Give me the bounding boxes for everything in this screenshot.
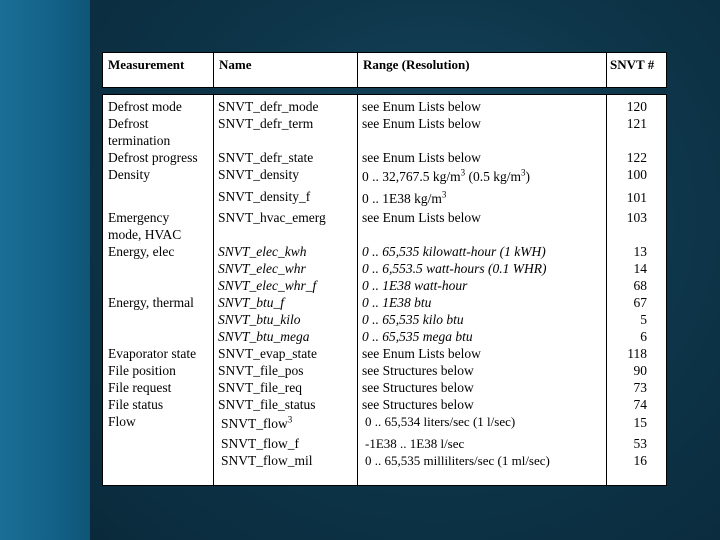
column-divider [213,95,214,485]
name-cell: SNVT_evap_state [218,346,317,361]
measurement-cell: Defrost [108,116,149,131]
header-name: Name [219,57,252,72]
range-cell: see Structures below [362,380,474,395]
snvt-cell: 16 [633,453,647,468]
name-cell: SNVT_elec_kwh [218,244,307,259]
snvt-cell: 121 [626,116,647,131]
name-cell: SNVT_elec_whr [218,261,306,276]
name-cell: SNVT_defr_mode [218,99,319,114]
name-cell: SNVT_defr_term [218,116,314,131]
snvt-cell: 67 [633,295,647,310]
snvt-cell: 122 [626,150,647,165]
snvt-cell: 118 [627,346,647,361]
snvt-cell: 5 [640,312,647,327]
range-cell: 0 .. 6,553.5 watt-hours (0.1 WHR) [362,261,547,276]
range-cell: 0 .. 1E38 watt-hour [362,278,468,293]
name-cell: SNVT_file_pos [218,363,304,378]
snvt-cell: 53 [633,436,647,451]
measurement-cell: Emergency [108,210,170,225]
snvt-cell: 6 [640,329,647,344]
table-header [102,52,667,88]
header-snvt: SNVT # [610,57,655,72]
measurement-cell: Defrost progress [108,150,198,165]
table-body [102,94,667,486]
range-cell: 0 .. 65,535 milliliters/sec (1 ml/sec) [365,453,550,468]
measurement-cell: File position [108,363,176,378]
snvt-cell: 120 [626,99,647,114]
measurement-cell: Defrost mode [108,99,182,114]
range-cell: 0 .. 1E38 btu [362,295,432,310]
name-cell: SNVT_btu_mega [218,329,310,344]
range-cell: 0 .. 32,767.5 $kg/m^3$ (0.5 $kg/m^3$) [362,167,531,184]
name-cell: SNVT_btu_f [218,295,285,310]
left-accent-band [0,0,90,540]
column-divider [357,53,358,87]
measurement-cell: mode, HVAC [108,227,182,242]
snvt-cell: 74 [633,397,647,412]
column-divider [606,53,607,87]
range-cell: 0 .. 65,534 liters/sec (1 l/sec) [365,414,516,429]
name-cell: SNVT_defr_state [218,150,314,165]
snvt-cell: 13 [633,244,647,259]
range-cell: see Enum Lists below [362,150,481,165]
snvt-cell: 100 [626,167,647,182]
header-range: Range (Resolution) [363,57,470,72]
measurement-cell: termination [108,133,171,148]
name-cell: SNVT_flow_mil [221,453,313,468]
range-cell: see Enum Lists below [362,210,481,225]
name-cell: SNVT_flow_f [221,436,299,451]
range-cell: see Enum Lists below [362,99,481,114]
measurement-cell: File request [108,380,172,395]
name-cell: SNVT_density [218,167,299,182]
measurement-cell: File status [108,397,164,412]
range-cell: 0 .. 1E38 $kg/m^3$ [362,189,447,206]
snvt-cell: 68 [633,278,647,293]
snvt-cell: 90 [633,363,647,378]
snvt-cell: 14 [633,261,647,276]
range-cell: see Structures below [362,363,474,378]
range-cell: -1E38 .. 1E38 l/sec [365,436,465,451]
range-cell: see Structures below [362,397,474,412]
name-cell: SNVT_flow$^3$ [221,414,293,431]
column-divider [357,95,358,485]
measurement-cell: Energy, elec [108,244,175,259]
snvt-cell: 73 [633,380,647,395]
snvt-cell: 101 [626,190,647,205]
measurement-cell: Evaporator state [108,346,197,361]
snvt-cell: 15 [633,415,647,430]
name-cell: SNVT_btu_kilo [218,312,301,327]
header-measurement: Measurement [108,57,185,72]
measurement-cell: Density [108,167,150,182]
measurement-cell: Energy, thermal [108,295,194,310]
name-cell: SNVT_file_req [218,380,302,395]
name-cell: SNVT_hvac_emerg [218,210,326,225]
range-cell: 0 .. 65,535 kilowatt-hour (1 kWH) [362,244,546,259]
name-cell: SNVT_elec_whr_f [218,278,317,293]
range-cell: 0 .. 65,535 kilo btu [362,312,464,327]
measurement-cell: Flow [108,414,136,429]
range-cell: see Enum Lists below [362,346,481,361]
snvt-cell: 103 [626,210,647,225]
range-cell: 0 .. 65,535 mega btu [362,329,473,344]
name-cell: SNVT_density_f [218,189,311,204]
column-divider [213,53,214,87]
range-cell: see Enum Lists below [362,116,481,131]
name-cell: SNVT_file_status [218,397,316,412]
